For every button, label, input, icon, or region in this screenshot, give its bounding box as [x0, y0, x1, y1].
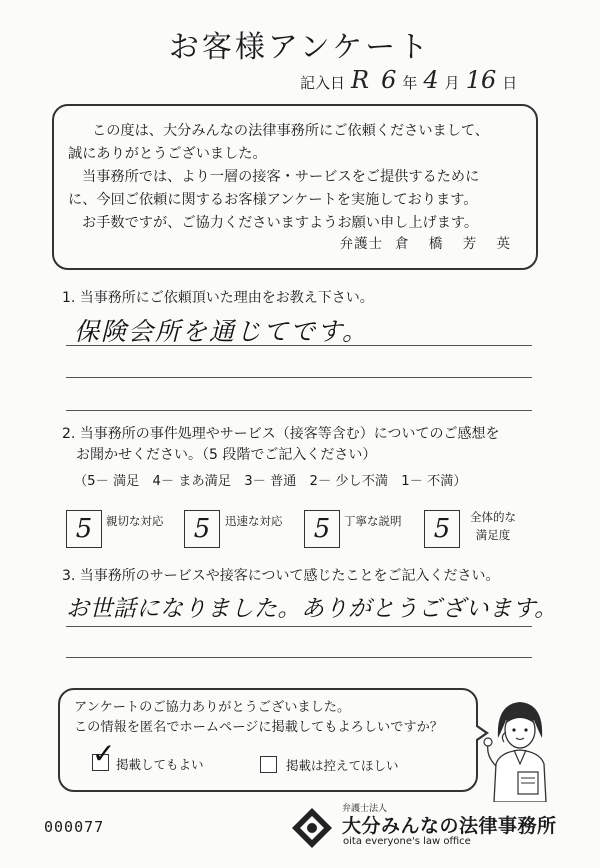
rating-scale-legend: （5－ 満足 4－ まあ満足 3－ 普通 2－ 少し不満 1－ 不満） — [74, 474, 467, 489]
logo-english: oita everyone's law office — [343, 836, 471, 847]
serial-number: 000077 — [44, 818, 105, 836]
greeting-line: 誠にありがとうございました。 — [68, 146, 267, 162]
date-era: R — [351, 66, 370, 94]
rating-label-overall: 全体的な 満足度 — [470, 510, 516, 542]
rating-label: 迅速な対応 — [225, 514, 283, 528]
signature — [340, 233, 518, 256]
signature-name: 倉 橋 芳 英 — [395, 236, 518, 252]
rating-box-speed — [184, 510, 220, 548]
greeting-box — [52, 104, 538, 270]
page-title: お客様アンケート — [168, 30, 432, 65]
signature-title: 弁護士 — [339, 236, 384, 252]
question-1-answer: 保険会所を通じてです。 — [74, 317, 370, 346]
question-3-label: 3. 当事務所のサービスや接客について感じたことをご記入ください。 — [62, 568, 500, 584]
rating-box-explanation — [304, 510, 340, 548]
greeting-line: この度は、大分みんなの法律事務所にご依頼くださいまして、 — [92, 123, 489, 139]
logo-subtitle: 弁護士法人 — [342, 804, 388, 814]
check-mark-icon: ✓ — [92, 737, 116, 770]
consent-yes-label: 掲載してもよい — [116, 757, 204, 772]
date-month: 4 — [423, 66, 439, 94]
answer-line — [66, 657, 532, 658]
consent-line: アンケートのご協力ありがとうございました。 — [74, 700, 351, 715]
rating-value: 5 — [193, 514, 211, 544]
question-2-label-line: 2. 当事務所の事件処理やサービス（接客等含む）についてのご感想を — [62, 426, 500, 442]
rating-box-kindness — [66, 510, 102, 548]
question-2-label — [62, 424, 500, 466]
date-day: 16 — [465, 66, 497, 94]
logo-name: 大分みんなの法律事務所 — [342, 815, 557, 837]
rating-label: 親切な対応 — [106, 514, 164, 528]
greeting-line: お手数ですが、ご協力くださいますようお願い申し上げます。 — [82, 215, 479, 231]
date-day-unit: 日 — [502, 74, 518, 92]
answer-line — [66, 345, 532, 346]
rating-value: 5 — [75, 514, 93, 544]
greeting-line: に、今回ご依頼に関するお客様アンケートを実施しております。 — [68, 192, 478, 208]
rating-box-overall — [424, 510, 460, 548]
law-office-logo-icon — [290, 806, 334, 850]
question-1-label: 1. 当事務所にご依頼頂いた理由をお教え下さい。 — [62, 290, 374, 306]
consent-no-checkbox[interactable] — [260, 756, 277, 773]
date-year-unit: 年 — [402, 74, 418, 92]
consent-box — [58, 688, 478, 792]
greeting-line: 当事務所では、より一層の接客・サービスをご提供するために — [82, 169, 480, 185]
question-2-label-line: お聞かせください。（5 段階でご記入ください） — [76, 447, 377, 463]
consent-line: この情報を匿名でホームページに掲載してもよろしいですか？ — [74, 720, 443, 735]
rating-label: 丁寧な説明 — [344, 514, 402, 528]
consent-no-label: 掲載は控えてほしい — [286, 758, 399, 773]
staff-illustration — [480, 690, 560, 802]
answer-line — [66, 377, 532, 378]
date-month-unit: 月 — [444, 74, 460, 92]
date-label: 記入日 — [300, 74, 346, 92]
rating-value: 5 — [433, 514, 451, 544]
date-year: 6 — [381, 66, 397, 94]
question-3-answer: お世話になりました。ありがとうございます。 — [66, 596, 558, 622]
rating-value: 5 — [313, 514, 331, 544]
date-field — [300, 66, 517, 94]
answer-line — [66, 626, 532, 627]
answer-line — [66, 410, 532, 411]
